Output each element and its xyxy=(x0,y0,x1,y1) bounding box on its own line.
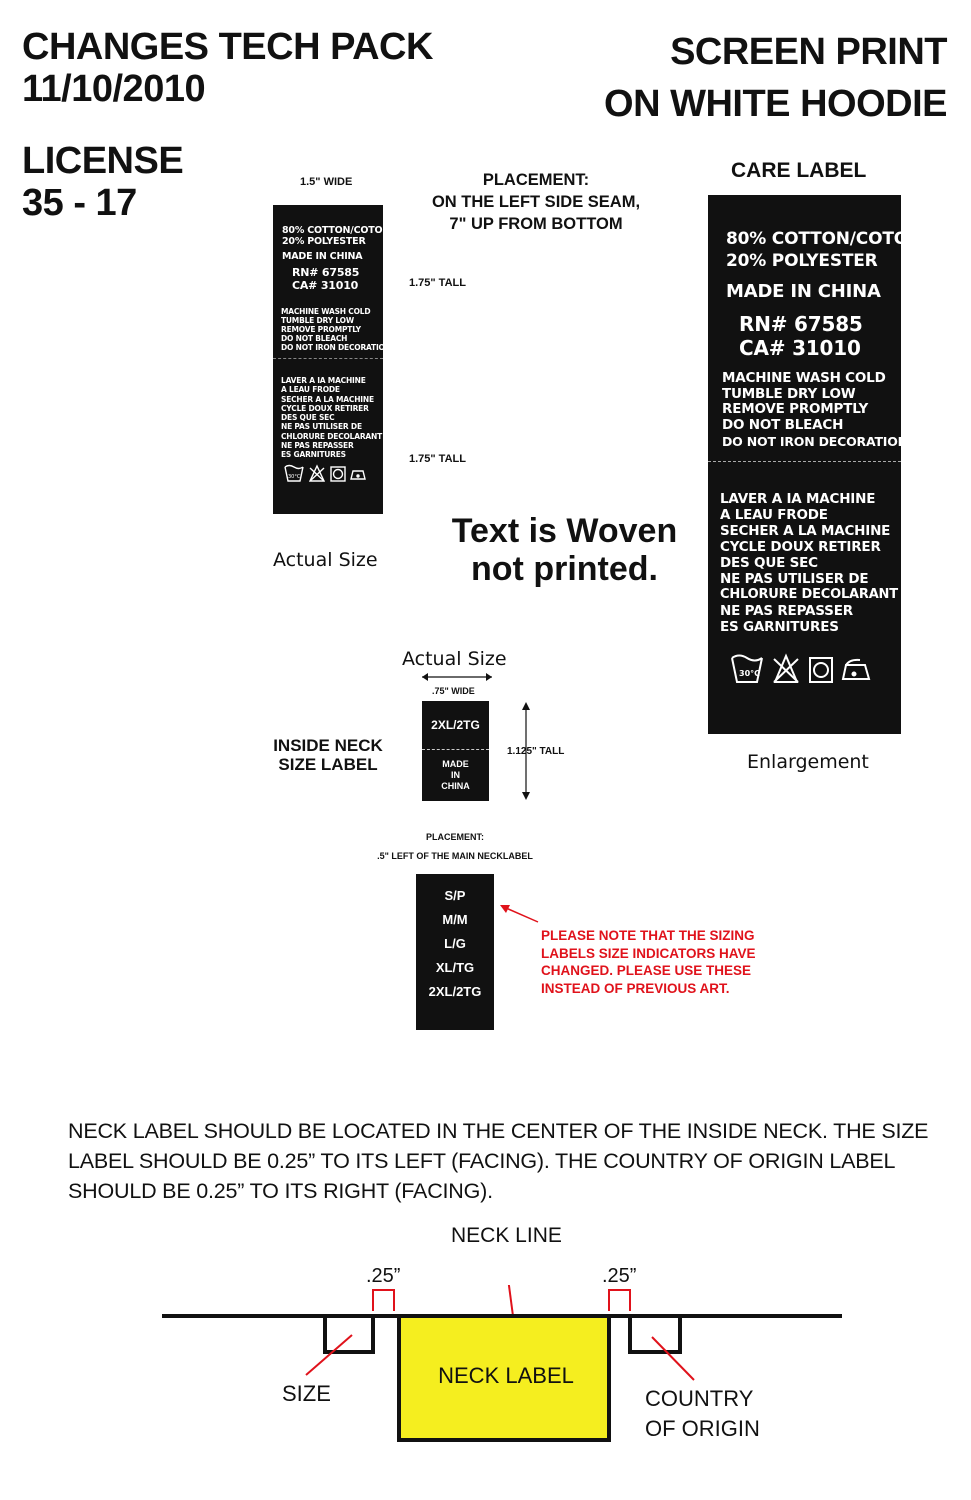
note-line1: PLEASE NOTE THAT THE SIZING xyxy=(541,928,755,943)
neck-label-text: NECK LABEL xyxy=(438,1363,574,1388)
gap-left-label: .25” xyxy=(366,1265,401,1287)
neck-line-label: NECK LINE xyxy=(451,1224,562,1247)
license-block xyxy=(22,140,183,224)
neck-heading-line2: SIZE LABEL xyxy=(278,755,378,774)
big-fr-6: NE PAS UTILISER DE xyxy=(720,571,869,587)
small-wash-2: TUMBLE DRY LOW xyxy=(281,316,354,325)
small-care-label xyxy=(273,205,391,514)
small-text-ca: CA# 31010 xyxy=(292,279,359,292)
neck-placement-line2: .5" LEFT OF THE MAIN NECKLABEL xyxy=(377,851,533,861)
note-line2: LABELS SIZE INDICATORS HAVE xyxy=(541,945,756,961)
big-wash-3: REMOVE PROMPTLY xyxy=(722,401,869,418)
country-line2: OF ORIGIN xyxy=(645,1416,760,1441)
gap-right-label: .25” xyxy=(602,1265,637,1287)
big-fr-1: LAVER A IA MACHINE xyxy=(720,491,876,507)
neck-line-pointer xyxy=(506,1285,513,1316)
note-line3: CHANGED. PLEASE USE THESE xyxy=(541,963,752,978)
small-fr-1: LAVER A IA MACHINE xyxy=(281,376,366,385)
placement-line1: PLACEMENT: xyxy=(482,171,590,189)
woven-line1: Text is Woven xyxy=(451,512,678,550)
instructions-line1: NECK LABEL SHOULD BE LOCATED IN THE CENTER OF THE INSIDE NECK. THE SIZE xyxy=(68,1119,929,1143)
note-line4: INSTEAD OF PREVIOUS ART. xyxy=(541,980,730,996)
license-line1: LICENSE xyxy=(22,140,184,182)
big-fr-3: SECHER A LA MACHINE xyxy=(720,523,891,539)
gap-right-bracket xyxy=(609,1290,630,1311)
small-fold-line xyxy=(273,358,383,359)
big-fr-5: DES QUE SEC xyxy=(720,555,818,571)
placement-block xyxy=(406,169,666,235)
big-temp-text: 30°C xyxy=(739,669,761,678)
placement-line2: ON THE LEFT SIDE SEAM, xyxy=(431,193,641,211)
small-label-tall-bottom: 1.75" TALL xyxy=(409,453,466,465)
neck-size-tall-note: 1.125" TALL xyxy=(507,746,565,757)
neck-size-width-note: .75" WIDE xyxy=(432,686,475,696)
small-fr-8: NE PAS REPASSER xyxy=(281,441,354,451)
title-line2: 11/10/2010 xyxy=(22,68,206,110)
neck-fold-line xyxy=(422,749,489,750)
big-text-rn: RN# 67585 xyxy=(739,312,863,336)
small-care-symbols-icon xyxy=(283,463,373,485)
sizing-note xyxy=(541,927,756,997)
small-text-cotton: 80% COTTON/COTON xyxy=(282,225,391,236)
small-wash-5: DO NOT IRON DECORATION xyxy=(281,343,391,352)
care-label-heading: CARE LABEL xyxy=(731,159,867,182)
big-wash-2: TUMBLE DRY LOW xyxy=(722,385,856,402)
size-xltg: XL/TG xyxy=(435,960,475,975)
neck-made-block xyxy=(422,759,489,792)
big-text-ca: CA# 31010 xyxy=(739,336,861,360)
small-fr-4: CYCLE DOUX RETIRER xyxy=(281,403,369,413)
neck-made-line2: IN xyxy=(451,770,460,780)
size-mm: M/M xyxy=(442,912,468,927)
header-right xyxy=(604,26,947,130)
size-text: SIZE xyxy=(282,1381,331,1406)
instructions-line3: SHOULD BE 0.25” TO ITS RIGHT (FACING). xyxy=(68,1179,493,1203)
neck-made-line3: CHINA xyxy=(441,781,470,791)
instructions-line2: LABEL SHOULD BE 0.25” TO ITS LEFT (FACING). THE COUNTRY OF ORIGIN LABEL xyxy=(68,1149,896,1173)
width-arrow-icon xyxy=(418,670,496,684)
big-fr-2: A LEAU FRODE xyxy=(720,507,828,523)
right-line1: SCREEN PRINT xyxy=(670,31,947,73)
note-arrow-icon xyxy=(498,902,540,924)
neck-size-label xyxy=(422,701,489,801)
big-wash-4: DO NOT BLEACH xyxy=(722,417,844,434)
country-text xyxy=(645,1384,760,1444)
small-label-caption: Actual Size xyxy=(273,549,378,571)
placement-line3: 7" UP FROM BOTTOM xyxy=(449,215,623,233)
neck-placement-line1: PLACEMENT: xyxy=(426,832,484,842)
small-label-tall-top: 1.75" TALL xyxy=(409,277,466,289)
small-text-made: MADE IN CHINA xyxy=(282,251,363,262)
neck-size-text: 2XL/2TG xyxy=(431,718,480,732)
neck-size-heading xyxy=(264,736,392,774)
small-fr-6: NE PAS UTILISER DE xyxy=(281,422,362,432)
small-text-poly: 20% POLYESTER xyxy=(282,236,366,247)
header-title xyxy=(22,26,433,110)
big-text-cotton: 80% COTTON/COTON xyxy=(726,229,923,249)
big-fr-9: ES GARNITURES xyxy=(720,619,839,635)
country-line1: COUNTRY xyxy=(645,1386,754,1411)
small-temp-text: 30°C xyxy=(288,474,301,480)
big-fold-line xyxy=(708,461,901,462)
instructions xyxy=(68,1116,928,1206)
big-wash-5: DO NOT IRON DECORATION xyxy=(722,433,908,449)
small-fr-9: ES GARNITURES xyxy=(281,450,346,460)
sizes-label xyxy=(416,874,494,1030)
woven-line2: not printed. xyxy=(471,550,658,588)
small-fr-3: SECHER A LA MACHINE xyxy=(281,394,374,404)
big-text-made: MADE IN CHINA xyxy=(726,281,881,302)
small-label-width-note: 1.5" WIDE xyxy=(300,176,353,188)
big-text-poly: 20% POLYESTER xyxy=(726,251,878,271)
care-label-caption: Enlargement xyxy=(747,751,869,773)
big-wash-1: MACHINE WASH COLD xyxy=(722,370,886,386)
small-fr-2: A LEAU FRODE xyxy=(281,385,340,395)
care-label-enlargement xyxy=(708,195,923,734)
neck-size-caption: Actual Size xyxy=(402,648,507,670)
size-2xl2tg: 2XL/2TG xyxy=(428,984,482,999)
small-text-rn: RN# 67585 xyxy=(292,266,360,279)
small-fr-5: DES QUE SEC xyxy=(281,413,335,423)
size-label-box xyxy=(325,1316,373,1352)
small-wash-4: DO NOT BLEACH xyxy=(281,334,348,343)
big-care-symbols-icon xyxy=(730,652,880,686)
country-label-box xyxy=(630,1316,680,1352)
small-wash-1: MACHINE WASH COLD xyxy=(281,307,371,316)
size-lg: L/G xyxy=(444,936,466,951)
neck-made-line1: MADE xyxy=(442,759,469,769)
license-line2: 35 - 17 xyxy=(22,182,137,224)
right-line2: ON WHITE HOODIE xyxy=(604,83,947,125)
small-fr-7: CHLORURE DECOLARANT xyxy=(281,431,383,441)
gap-left-bracket xyxy=(373,1290,394,1311)
big-fr-4: CYCLE DOUX RETIRER xyxy=(720,539,881,555)
size-sp: S/P xyxy=(444,888,466,903)
big-fr-7: CHLORURE DECOLARANT xyxy=(720,587,898,602)
big-fr-8: NE PAS REPASSER xyxy=(720,603,853,619)
neck-placement xyxy=(377,828,533,866)
neck-heading-line1: INSIDE NECK xyxy=(273,736,383,755)
title-line1: CHANGES TECH PACK xyxy=(22,26,433,68)
woven-note xyxy=(436,512,693,588)
small-wash-3: REMOVE PROMPTLY xyxy=(281,325,361,334)
